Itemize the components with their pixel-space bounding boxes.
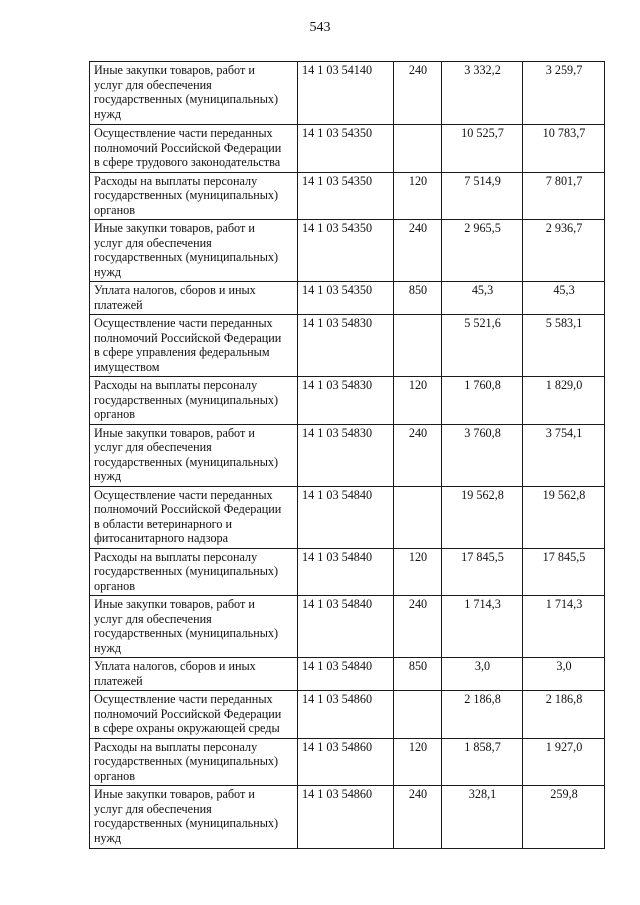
amount-year1-cell: 2 965,5 [442,220,523,282]
expense-name-cell: Иные закупки товаров, работ и услуг для обеспечения государственных (муниципальных) нужд [90,424,298,486]
expense-name-cell: Расходы на выплаты персоналу государственных (муниципальных) органов [90,377,298,425]
table-row [90,172,605,220]
page-number: 543 [309,20,331,35]
expense-type-cell [394,315,442,377]
expense-name-cell: Иные закупки товаров, работ и услуг для обеспечения государственных (муниципальных) нужд [90,596,298,658]
table-row [90,658,605,691]
amount-year1-cell: 19 562,8 [442,486,523,548]
amount-year1-cell: 1 760,8 [442,377,523,425]
amount-year2-cell: 45,3 [523,282,605,315]
amount-year2-cell: 2 186,8 [523,691,605,739]
amount-year1-cell: 5 521,6 [442,315,523,377]
amount-year1-cell: 328,1 [442,786,523,849]
expense-type-cell: 240 [394,424,442,486]
budget-code-cell: 14 1 03 54830 [298,315,394,377]
table-row [90,596,605,658]
table-row [90,691,605,739]
expense-type-cell [394,125,442,173]
expense-type-cell: 240 [394,220,442,282]
budget-code-cell: 14 1 03 54350 [298,172,394,220]
amount-year2-cell: 3 259,7 [523,62,605,125]
budget-table [89,61,605,849]
budget-code-cell: 14 1 03 54350 [298,282,394,315]
budget-code-cell: 14 1 03 54830 [298,377,394,425]
budget-code-cell: 14 1 03 54350 [298,220,394,282]
amount-year2-cell: 3,0 [523,658,605,691]
expense-type-cell: 120 [394,172,442,220]
expense-type-cell: 240 [394,62,442,125]
amount-year1-cell: 45,3 [442,282,523,315]
amount-year2-cell: 5 583,1 [523,315,605,377]
budget-code-cell: 14 1 03 54860 [298,738,394,786]
expense-type-cell: 120 [394,548,442,596]
budget-code-cell: 14 1 03 54140 [298,62,394,125]
amount-year1-cell: 3 760,8 [442,424,523,486]
expense-name-cell: Расходы на выплаты персоналу государственных (муниципальных) органов [90,738,298,786]
amount-year1-cell: 10 525,7 [442,125,523,173]
table-row [90,315,605,377]
table-row [90,62,605,125]
amount-year2-cell: 19 562,8 [523,486,605,548]
budget-code-cell: 14 1 03 54860 [298,786,394,849]
budget-code-cell: 14 1 03 54840 [298,548,394,596]
table-row [90,548,605,596]
budget-code-cell: 14 1 03 54860 [298,691,394,739]
expense-type-cell: 850 [394,282,442,315]
amount-year2-cell: 7 801,7 [523,172,605,220]
table-row [90,377,605,425]
amount-year1-cell: 2 186,8 [442,691,523,739]
expense-type-cell: 240 [394,596,442,658]
expense-name-cell: Осуществление части переданных полномочий Российской Федерации в области ветеринарного и фитосанитарного надзора [90,486,298,548]
expense-type-cell [394,691,442,739]
expense-name-cell: Осуществление части переданных полномочий Российской Федерации в сфере управления федеральным имуществом [90,315,298,377]
expense-type-cell: 120 [394,738,442,786]
budget-code-cell: 14 1 03 54840 [298,596,394,658]
budget-code-cell: 14 1 03 54830 [298,424,394,486]
table-row [90,125,605,173]
amount-year2-cell: 1 927,0 [523,738,605,786]
expense-name-cell: Осуществление части переданных полномочий Российской Федерации в сфере трудового законодательства [90,125,298,173]
amount-year2-cell: 17 845,5 [523,548,605,596]
table-row [90,424,605,486]
amount-year1-cell: 3,0 [442,658,523,691]
table-row [90,220,605,282]
table-row [90,738,605,786]
expense-name-cell: Иные закупки товаров, работ и услуг для обеспечения государственных (муниципальных) нужд [90,786,298,849]
expense-name-cell: Осуществление части переданных полномочий Российской Федерации в сфере охраны окружающей среды [90,691,298,739]
table-row [90,786,605,849]
expense-name-cell: Иные закупки товаров, работ и услуг для обеспечения государственных (муниципальных) нужд [90,62,298,125]
amount-year2-cell: 2 936,7 [523,220,605,282]
expense-type-cell: 850 [394,658,442,691]
amount-year1-cell: 1 858,7 [442,738,523,786]
expense-type-cell: 120 [394,377,442,425]
amount-year1-cell: 3 332,2 [442,62,523,125]
expense-type-cell [394,486,442,548]
expense-name-cell: Уплата налогов, сборов и иных платежей [90,282,298,315]
expense-name-cell: Уплата налогов, сборов и иных платежей [90,658,298,691]
amount-year1-cell: 17 845,5 [442,548,523,596]
expense-name-cell: Иные закупки товаров, работ и услуг для обеспечения государственных (муниципальных) нужд [90,220,298,282]
expense-name-cell: Расходы на выплаты персоналу государственных (муниципальных) органов [90,548,298,596]
table-row [90,486,605,548]
budget-code-cell: 14 1 03 54840 [298,486,394,548]
budget-code-cell: 14 1 03 54350 [298,125,394,173]
amount-year1-cell: 1 714,3 [442,596,523,658]
amount-year2-cell: 1 829,0 [523,377,605,425]
budget-code-cell: 14 1 03 54840 [298,658,394,691]
table-row [90,282,605,315]
amount-year2-cell: 10 783,7 [523,125,605,173]
amount-year1-cell: 7 514,9 [442,172,523,220]
amount-year2-cell: 259,8 [523,786,605,849]
expense-type-cell: 240 [394,786,442,849]
amount-year2-cell: 1 714,3 [523,596,605,658]
budget-table-body [90,62,605,849]
expense-name-cell: Расходы на выплаты персоналу государственных (муниципальных) органов [90,172,298,220]
amount-year2-cell: 3 754,1 [523,424,605,486]
